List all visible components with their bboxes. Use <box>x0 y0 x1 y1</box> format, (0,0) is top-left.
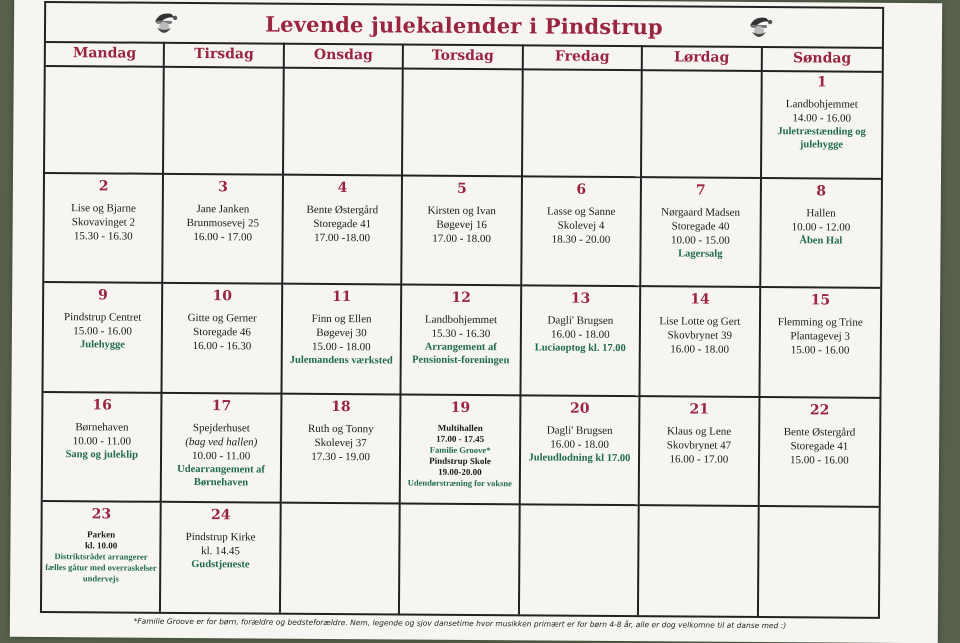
calendar-table <box>40 1 884 619</box>
day-number: 23 <box>91 506 112 523</box>
event-detail: 15.00 - 16.00 <box>790 344 850 357</box>
day-number: 19 <box>450 399 471 416</box>
event-detail: 14.00 - 16.00 <box>792 112 852 125</box>
day-cell-21 <box>640 397 760 507</box>
weekday-label: Fredag <box>523 44 643 69</box>
empty-cell <box>400 504 520 614</box>
event-detail: Storegade 41 <box>313 218 372 231</box>
day-number: 5 <box>456 181 467 198</box>
event-detail: Bøgevej 30 <box>316 327 367 340</box>
empty-cell <box>284 67 404 177</box>
event-detail: kl. 14.45 <box>201 544 240 558</box>
event-detail: (bag ved hallen) <box>185 435 258 449</box>
day-cell-6 <box>522 178 642 288</box>
santa-icon <box>746 14 774 40</box>
event-detail: 10.00 - 15.00 <box>671 234 730 247</box>
day-number: 8 <box>816 183 827 200</box>
weekday-label: Søndag <box>792 50 852 67</box>
event-detail: 10.00 - 12.00 <box>791 221 851 234</box>
event-description: Lagersalg <box>678 248 723 260</box>
event-detail: 16.00 - 18.00 <box>550 438 609 451</box>
day-number: 9 <box>97 287 108 304</box>
event-description: Distriktsrådet arrangerer fælles gåtur med overraskelser undervejs <box>45 550 157 584</box>
empty-cell <box>281 503 401 613</box>
day-cell-23 <box>42 502 162 612</box>
event-detail: Skovbrynet 39 <box>667 329 733 343</box>
day-number: 3 <box>218 179 228 196</box>
event-detail: Landbohjemmet <box>424 314 498 327</box>
event-detail: 17.00 - 18.00 <box>432 232 491 246</box>
event-description: Sang og juleklip <box>65 448 138 461</box>
day-cell-24 <box>161 503 281 613</box>
event-detail: Lise og Bjarne <box>71 202 136 215</box>
day-number: 7 <box>695 182 706 199</box>
weekday-label: Mandag <box>46 41 166 66</box>
event-detail: Lasse og Sanne <box>546 205 616 219</box>
event-detail: Storegade 41 <box>790 439 849 453</box>
event-detail: 15.00 - 16.00 <box>73 325 132 338</box>
day-number: 17 <box>211 397 232 414</box>
day-number: 15 <box>810 292 831 309</box>
event-detail: Jane Janken <box>196 203 250 216</box>
event-detail: Bente Østergård <box>783 425 856 439</box>
empty-cell <box>759 507 879 617</box>
event-detail: Hallen <box>806 207 836 220</box>
event-description: Udendørstræning for voksne <box>407 477 512 488</box>
event-detail: Bente Østergård <box>306 204 379 217</box>
day-cell-19 <box>401 395 521 505</box>
event-detail: Skolevej 37 <box>314 436 367 449</box>
event-description: Julehygge <box>80 339 126 351</box>
empty-cell <box>164 66 284 176</box>
event-description: Luciaoptog kl. 17.00 <box>534 342 626 355</box>
event-detail: Multihallen <box>437 422 483 433</box>
day-cell-10 <box>163 284 283 394</box>
event-detail: 15.00 - 18.00 <box>311 341 371 354</box>
day-cell-17 <box>162 393 282 503</box>
event-detail: Spejderhuset <box>192 421 250 435</box>
event-detail: Nørgaard Madsen <box>661 206 741 220</box>
event-detail: Flemming og Trine <box>777 316 863 330</box>
day-number: 13 <box>570 291 591 308</box>
event-detail: Brunmosevej 25 <box>186 217 260 230</box>
event-detail: Kirsten og Ivan <box>427 204 497 218</box>
day-cell-18 <box>282 394 402 504</box>
day-number: 24 <box>210 506 231 524</box>
day-number: 10 <box>212 288 233 305</box>
event-detail: Pindstrup Skole <box>429 455 491 466</box>
day-cell-22 <box>759 398 879 508</box>
event-detail: 10.00 - 11.00 <box>72 434 132 448</box>
day-cell-16 <box>43 393 163 503</box>
day-number: 14 <box>690 291 710 309</box>
event-detail: Lise Lotte og Gert <box>659 315 741 329</box>
day-cell-14 <box>641 288 761 398</box>
event-detail: 17.00 -18.00 <box>314 232 371 245</box>
event-detail: Gitte og Gerner <box>187 312 257 325</box>
event-detail: 10.00 - 11.00 <box>192 449 251 463</box>
weekday-label: Tirsdag <box>165 42 285 67</box>
event-detail: Dagli' Brugsen <box>547 314 614 328</box>
day-cell-11 <box>282 285 402 395</box>
weekday-label: Onsdag <box>285 43 405 68</box>
event-description: Udearrangement af Børnehaven <box>177 463 266 489</box>
day-number: 1 <box>817 74 827 91</box>
day-number: 18 <box>331 398 351 415</box>
event-detail: Klaus og Lene <box>666 424 732 438</box>
event-detail: Pindstrup Kirke <box>185 530 256 544</box>
day-number: 21 <box>689 401 710 418</box>
footnote: *Familie Groove er for børn, forældre og bedsteforældre. Nem, legende og sjov dansetime hvor musikken primært er for børn 4-8 år, alle er dog velkomne til at danse med :) <box>133 616 787 631</box>
day-cell-12 <box>402 286 522 396</box>
day-cell-15 <box>760 288 880 398</box>
event-detail: Skovbrynet 47 <box>666 438 732 452</box>
event-detail: kl. 10.00 <box>84 540 118 551</box>
day-number: 4 <box>337 180 348 197</box>
day-cell-9 <box>43 283 163 393</box>
day-cell-13 <box>521 287 641 397</box>
event-detail: Børnehaven <box>75 420 129 434</box>
event-description: Julemandens værksted <box>289 355 393 367</box>
day-cell-7 <box>641 178 761 288</box>
event-description: Juleudlodning kl 17.00 <box>528 451 631 464</box>
event-detail: 19.00-20.00 <box>438 466 482 477</box>
event-detail: 16.00 - 17.00 <box>669 452 729 466</box>
santa-icon <box>151 10 179 36</box>
event-detail: 16.00 - 18.00 <box>670 343 730 357</box>
day-number: 16 <box>92 396 112 414</box>
event-detail: Bøgevej 16 <box>436 218 487 232</box>
calendar-grid <box>42 65 882 617</box>
day-number: 12 <box>451 290 471 307</box>
event-detail: 16.00 - 17.00 <box>193 231 253 244</box>
empty-cell <box>523 68 643 178</box>
event-detail: 15.30 - 16.30 <box>73 230 133 243</box>
event-detail: 17.00 - 17.45 <box>436 433 485 444</box>
empty-cell <box>403 67 523 177</box>
event-detail: 16.00 - 16.30 <box>192 340 252 353</box>
day-cell-20 <box>520 396 640 506</box>
event-detail: 18.30 - 20.00 <box>551 233 611 247</box>
calendar-sheet <box>10 0 942 643</box>
event-description: Familie Groove* <box>429 444 491 455</box>
event-detail: 15.30 - 16.30 <box>431 328 491 341</box>
day-cell-8 <box>761 179 881 289</box>
event-description: Juletræstænding og julehygge <box>777 126 866 151</box>
day-number: 11 <box>331 289 352 306</box>
event-description: Gudstjeneste <box>191 558 250 571</box>
event-detail: Pindstrup Centret <box>64 311 142 325</box>
event-detail: Skolevej 4 <box>557 219 605 233</box>
event-detail: Parken <box>87 529 116 540</box>
event-description: Arrangement af Pensionist-foreningen <box>412 342 510 367</box>
empty-cell <box>639 506 759 616</box>
weekday-label: Lørdag <box>643 45 763 70</box>
day-number: 20 <box>570 400 590 417</box>
event-detail: Finn og Ellen <box>311 313 372 326</box>
event-detail: Plantagevej 3 <box>790 330 850 344</box>
day-cell-4 <box>283 176 403 286</box>
event-detail: Skovavinget 2 <box>71 216 136 229</box>
event-detail: Storegade 40 <box>671 220 730 233</box>
calendar-title: Levende julekalender i Pindstrup <box>265 11 663 39</box>
event-detail: Dagli' Brugsen <box>546 424 613 437</box>
event-detail: Ruth og Tonny <box>307 422 374 435</box>
event-detail: 15.00 - 16.00 <box>789 453 849 467</box>
event-detail: 16.00 - 18.00 <box>550 328 610 342</box>
day-cell-5 <box>403 177 523 287</box>
empty-cell <box>642 69 762 179</box>
event-description: Åben Hal <box>799 235 843 247</box>
event-detail: Storegade 46 <box>193 326 251 339</box>
day-cell-3 <box>164 175 284 285</box>
weekday-label: Torsdag <box>404 43 524 68</box>
day-number: 6 <box>576 181 587 198</box>
day-cell-1 <box>762 70 882 180</box>
empty-cell <box>45 65 165 175</box>
day-number: 22 <box>809 401 830 419</box>
event-detail: 17.30 - 19.00 <box>311 450 370 463</box>
day-number: 2 <box>98 178 109 195</box>
day-cell-2 <box>44 174 164 284</box>
event-detail: Landbohjemmet <box>785 98 858 111</box>
empty-cell <box>520 505 640 615</box>
